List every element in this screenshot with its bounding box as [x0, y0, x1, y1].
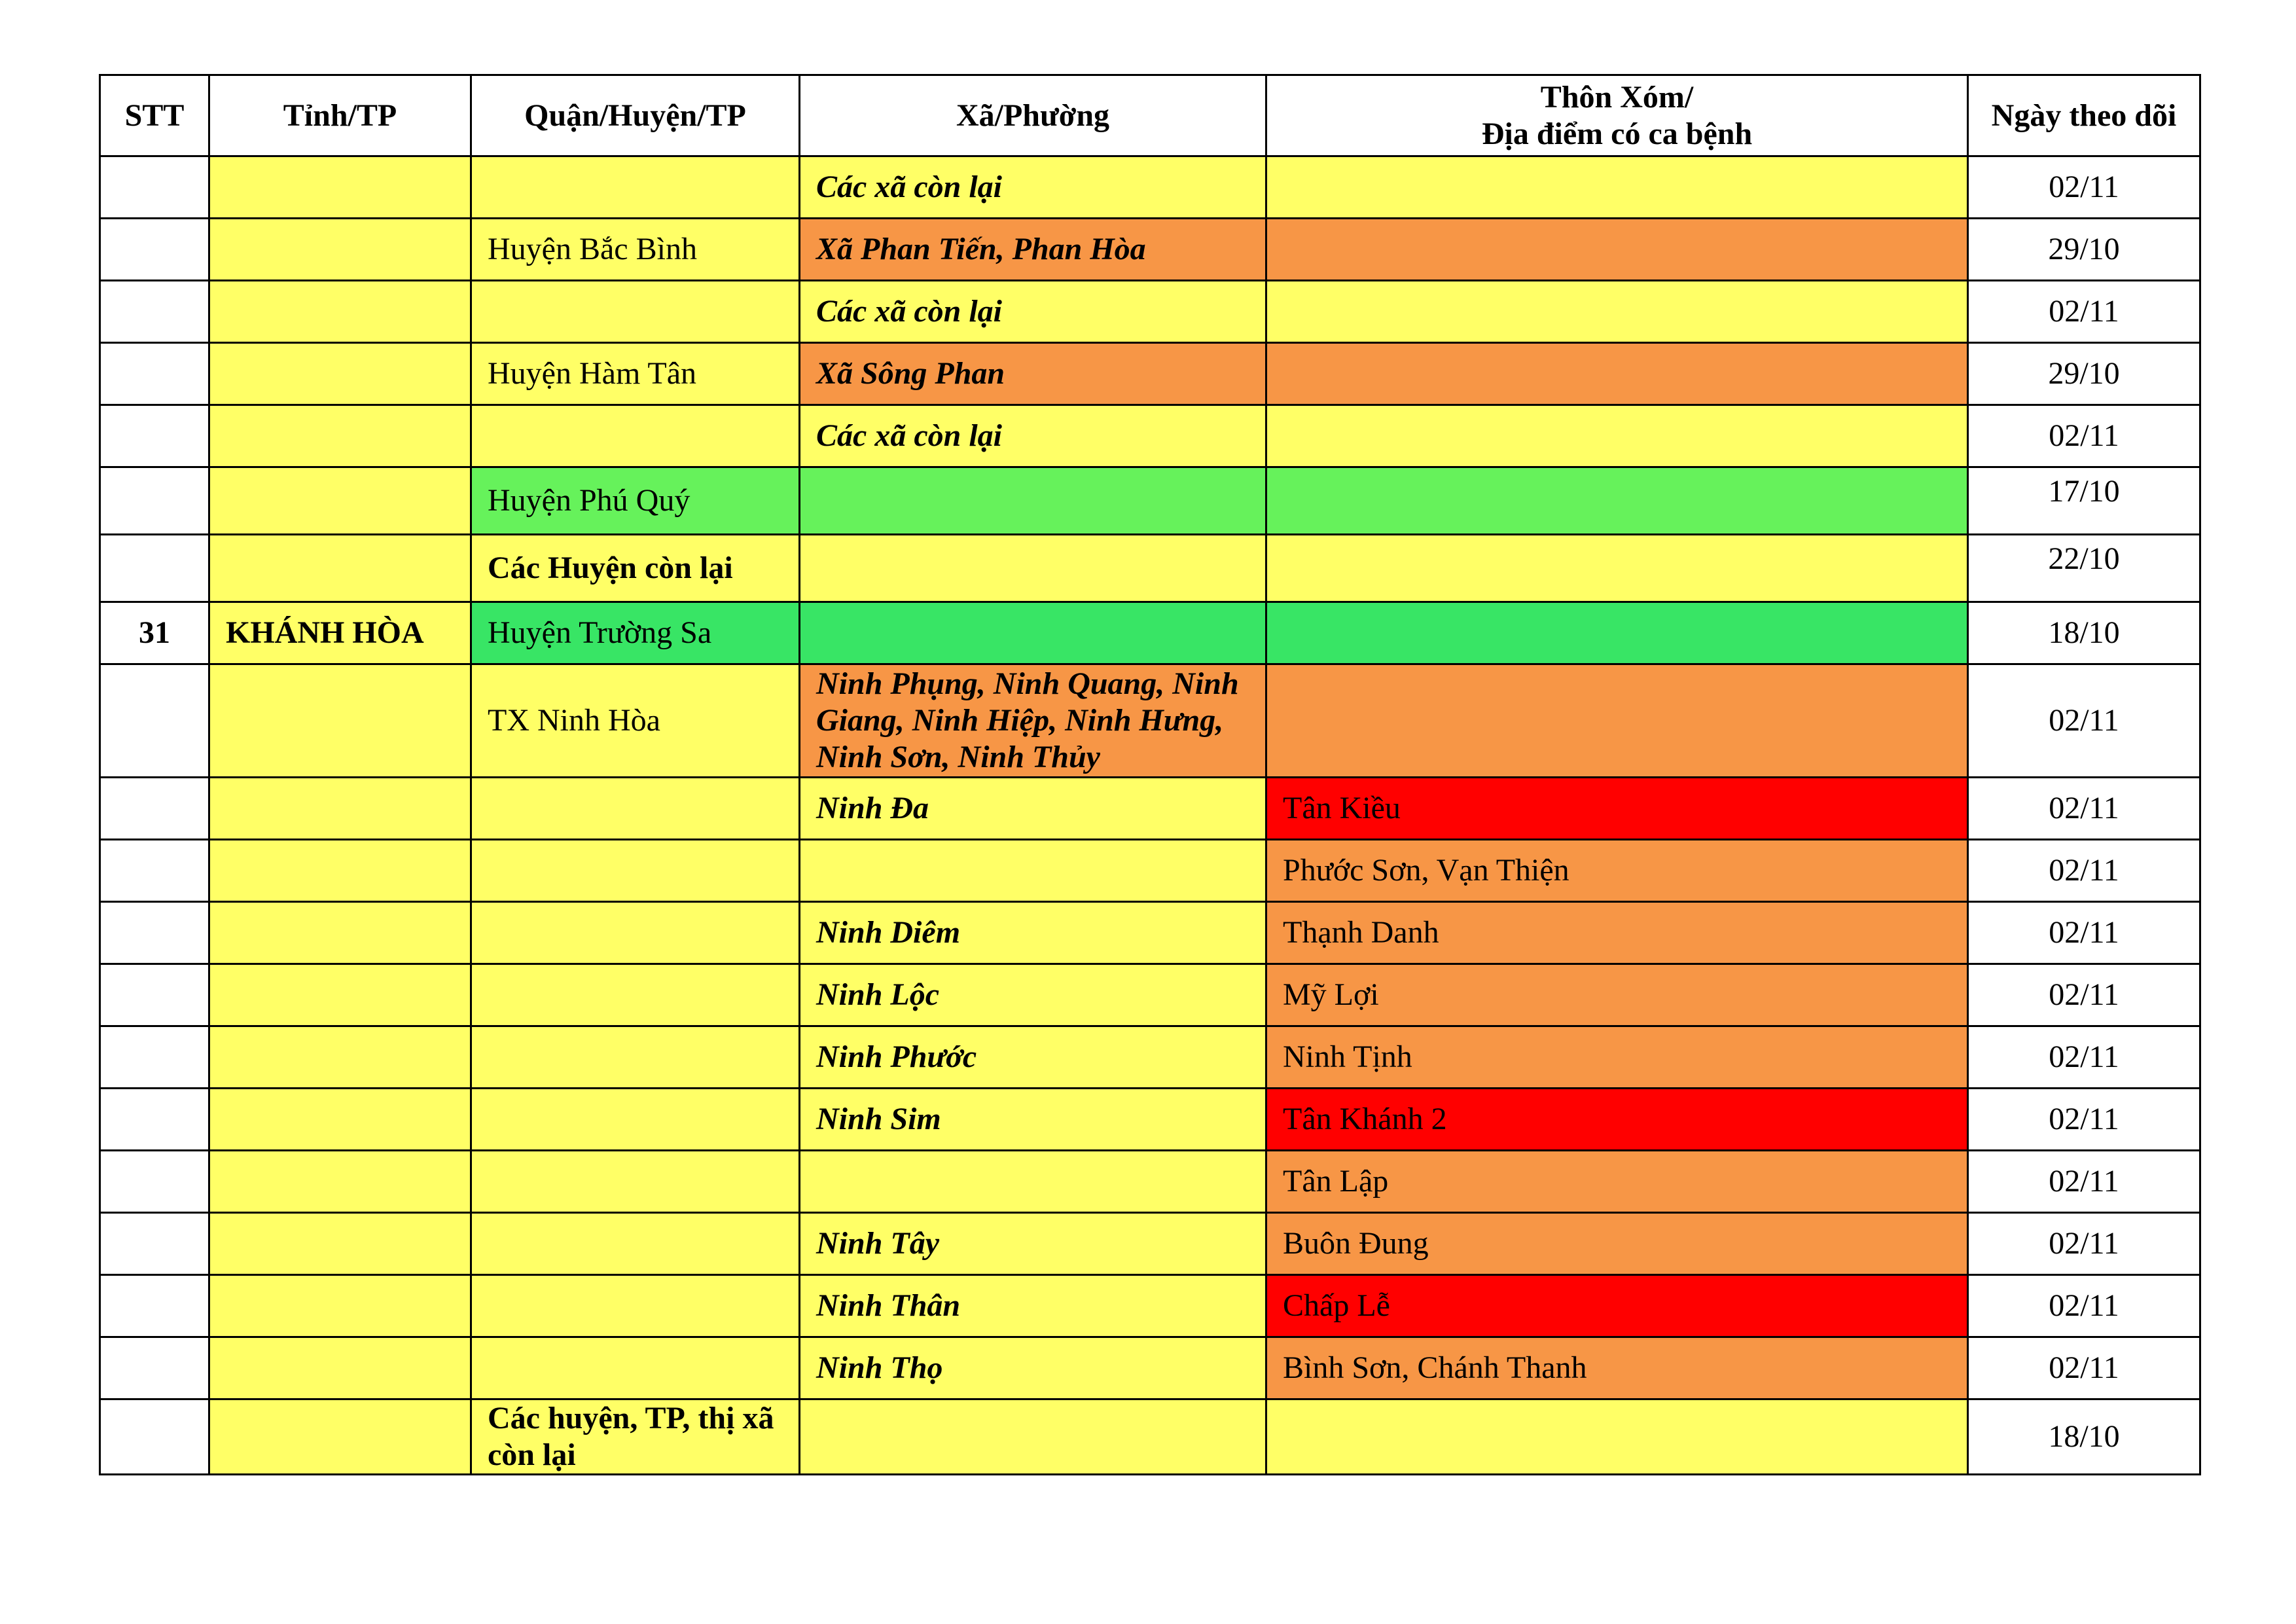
date-cell: 02/11 — [1968, 405, 2200, 467]
province-cell — [209, 343, 471, 405]
district-cell: Huyện Hàm Tân — [471, 343, 800, 405]
hamlet-cell: Thạnh Danh — [1266, 902, 1968, 964]
date-cell: 02/11 — [1968, 1275, 2200, 1337]
date-cell: 02/11 — [1968, 664, 2200, 778]
stt-cell — [100, 778, 209, 840]
district-cell — [471, 405, 800, 467]
commune-cell: Ninh Phụng, Ninh Quang, Ninh Giang, Ninh Hiệp, Ninh Hưng, Ninh Sơn, Ninh Thủy — [800, 664, 1266, 778]
commune-cell: Ninh Tây — [800, 1213, 1266, 1275]
province-cell — [209, 964, 471, 1026]
province-cell — [209, 467, 471, 535]
header-commune: Xã/Phường — [800, 75, 1266, 156]
hamlet-cell — [1266, 664, 1968, 778]
header-hamlet-line1: Thôn Xóm/ — [1540, 79, 1694, 115]
hamlet-cell: Tân Khánh 2 — [1266, 1089, 1968, 1151]
date-cell: 18/10 — [1968, 1399, 2200, 1475]
hamlet-cell — [1266, 602, 1968, 664]
table-row — [100, 405, 2200, 467]
district-cell — [471, 156, 800, 219]
stt-cell — [100, 902, 209, 964]
table-row — [100, 778, 2200, 840]
date-cell: 02/11 — [1968, 902, 2200, 964]
hamlet-cell: Tân Kiều — [1266, 778, 1968, 840]
date-cell: 02/11 — [1968, 1026, 2200, 1089]
stt-cell — [100, 1399, 209, 1475]
stt-cell — [100, 1089, 209, 1151]
stt-cell — [100, 1151, 209, 1213]
commune-cell: Các xã còn lại — [800, 281, 1266, 343]
commune-cell: Xã Phan Tiến, Phan Hòa — [800, 219, 1266, 281]
province-cell — [209, 281, 471, 343]
table-row — [100, 964, 2200, 1026]
table-header-row — [100, 75, 2200, 156]
province-cell — [209, 1337, 471, 1399]
hamlet-cell: Buôn Đung — [1266, 1213, 1968, 1275]
province-cell — [209, 219, 471, 281]
date-cell: 17/10 — [1968, 467, 2200, 535]
header-district: Quận/Huyện/TP — [471, 75, 800, 156]
table-row — [100, 664, 2200, 778]
commune-cell — [800, 535, 1266, 602]
table-row — [100, 1337, 2200, 1399]
hamlet-cell — [1266, 156, 1968, 219]
zone-tracking-table — [99, 74, 2201, 1475]
district-cell — [471, 1151, 800, 1213]
province-cell — [209, 1399, 471, 1475]
date-cell: 02/11 — [1968, 778, 2200, 840]
commune-cell: Ninh Lộc — [800, 964, 1266, 1026]
date-cell: 02/11 — [1968, 156, 2200, 219]
header-province: Tỉnh/TP — [209, 75, 471, 156]
district-cell — [471, 1275, 800, 1337]
date-cell: 02/11 — [1968, 1337, 2200, 1399]
table-row — [100, 467, 2200, 535]
district-cell — [471, 964, 800, 1026]
hamlet-cell — [1266, 219, 1968, 281]
province-cell — [209, 778, 471, 840]
commune-cell: Xã Sông Phan — [800, 343, 1266, 405]
stt-cell: 31 — [100, 602, 209, 664]
table-row — [100, 343, 2200, 405]
commune-cell — [800, 840, 1266, 902]
table-row — [100, 1213, 2200, 1275]
table-row — [100, 602, 2200, 664]
commune-cell — [800, 1399, 1266, 1475]
commune-cell: Ninh Thọ — [800, 1337, 1266, 1399]
date-cell: 02/11 — [1968, 281, 2200, 343]
stt-cell — [100, 343, 209, 405]
province-cell — [209, 1151, 471, 1213]
district-cell: Các huyện, TP, thị xã còn lại — [471, 1399, 800, 1475]
date-cell: 29/10 — [1968, 343, 2200, 405]
stt-cell — [100, 281, 209, 343]
province-cell — [209, 840, 471, 902]
district-cell — [471, 840, 800, 902]
date-cell: 29/10 — [1968, 219, 2200, 281]
hamlet-cell: Ninh Tịnh — [1266, 1026, 1968, 1089]
district-cell — [471, 1337, 800, 1399]
commune-cell: Các xã còn lại — [800, 405, 1266, 467]
hamlet-cell — [1266, 1399, 1968, 1475]
hamlet-cell: Bình Sơn, Chánh Thanh — [1266, 1337, 1968, 1399]
hamlet-cell — [1266, 343, 1968, 405]
table-row — [100, 281, 2200, 343]
table-row — [100, 1275, 2200, 1337]
commune-cell: Ninh Đa — [800, 778, 1266, 840]
district-cell: Huyện Phú Quý — [471, 467, 800, 535]
hamlet-cell — [1266, 467, 1968, 535]
header-hamlet-line2: Địa điểm có ca bệnh — [1481, 116, 1753, 151]
stt-cell — [100, 1275, 209, 1337]
district-cell: TX Ninh Hòa — [471, 664, 800, 778]
province-cell — [209, 156, 471, 219]
province-cell — [209, 664, 471, 778]
province-cell — [209, 1026, 471, 1089]
hamlet-cell: Mỹ Lợi — [1266, 964, 1968, 1026]
district-cell: Huyện Trường Sa — [471, 602, 800, 664]
header-stt: STT — [100, 75, 209, 156]
hamlet-cell — [1266, 281, 1968, 343]
district-cell — [471, 1089, 800, 1151]
stt-cell — [100, 219, 209, 281]
date-cell: 18/10 — [1968, 602, 2200, 664]
table-row — [100, 219, 2200, 281]
stt-cell — [100, 1213, 209, 1275]
date-cell: 02/11 — [1968, 1213, 2200, 1275]
stt-cell — [100, 467, 209, 535]
province-cell — [209, 405, 471, 467]
district-cell: Huyện Bắc Bình — [471, 219, 800, 281]
hamlet-cell: Chấp Lễ — [1266, 1275, 1968, 1337]
district-cell — [471, 778, 800, 840]
date-cell: 02/11 — [1968, 1089, 2200, 1151]
commune-cell: Các xã còn lại — [800, 156, 1266, 219]
province-cell — [209, 535, 471, 602]
hamlet-cell — [1266, 535, 1968, 602]
commune-cell: Ninh Phước — [800, 1026, 1266, 1089]
hamlet-cell: Phước Sơn, Vạn Thiện — [1266, 840, 1968, 902]
province-cell — [209, 902, 471, 964]
table-row — [100, 156, 2200, 219]
province-cell — [209, 1089, 471, 1151]
header-date: Ngày theo dõi — [1968, 75, 2200, 156]
hamlet-cell: Tân Lập — [1266, 1151, 1968, 1213]
stt-cell — [100, 405, 209, 467]
district-cell: Các Huyện còn lại — [471, 535, 800, 602]
province-cell — [209, 1213, 471, 1275]
district-cell — [471, 1026, 800, 1089]
header-hamlet — [1266, 75, 1968, 156]
date-cell: 02/11 — [1968, 964, 2200, 1026]
commune-cell — [800, 467, 1266, 535]
stt-cell — [100, 664, 209, 778]
table-row — [100, 902, 2200, 964]
stt-cell — [100, 964, 209, 1026]
table-row — [100, 840, 2200, 902]
commune-cell — [800, 602, 1266, 664]
table-row — [100, 535, 2200, 602]
stt-cell — [100, 535, 209, 602]
stt-cell — [100, 840, 209, 902]
district-cell — [471, 281, 800, 343]
stt-cell — [100, 1337, 209, 1399]
commune-cell: Ninh Sim — [800, 1089, 1266, 1151]
commune-cell: Ninh Thân — [800, 1275, 1266, 1337]
date-cell: 22/10 — [1968, 535, 2200, 602]
province-cell: KHÁNH HÒA — [209, 602, 471, 664]
commune-cell — [800, 1151, 1266, 1213]
table-row — [100, 1399, 2200, 1475]
date-cell: 02/11 — [1968, 1151, 2200, 1213]
stt-cell — [100, 1026, 209, 1089]
date-cell: 02/11 — [1968, 840, 2200, 902]
table-row — [100, 1151, 2200, 1213]
stt-cell — [100, 156, 209, 219]
table-row — [100, 1026, 2200, 1089]
province-cell — [209, 1275, 471, 1337]
district-cell — [471, 902, 800, 964]
district-cell — [471, 1213, 800, 1275]
hamlet-cell — [1266, 405, 1968, 467]
commune-cell: Ninh Diêm — [800, 902, 1266, 964]
table-row — [100, 1089, 2200, 1151]
